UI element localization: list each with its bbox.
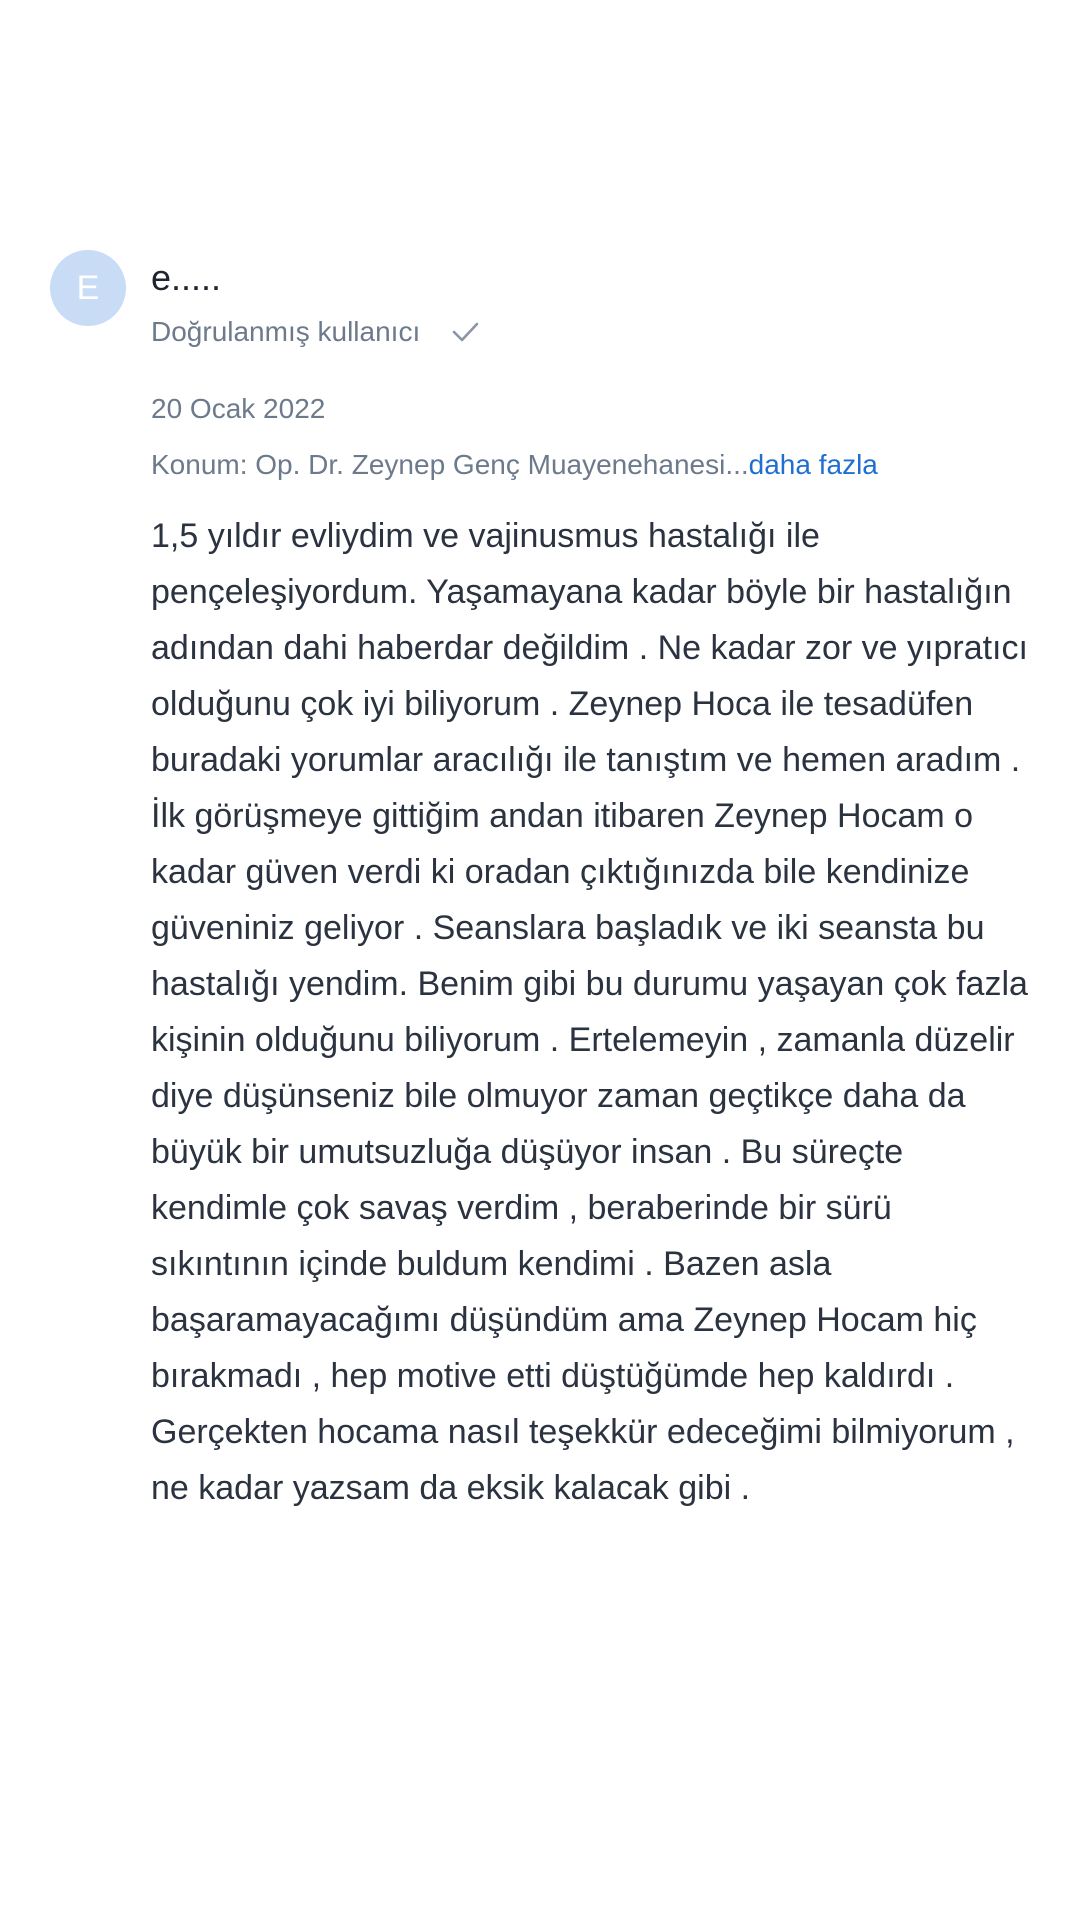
more-link[interactable]: daha fazla bbox=[748, 449, 878, 480]
avatar bbox=[50, 250, 126, 326]
location-text: Konum: Op. Dr. Zeynep Genç Muayenehanesi... bbox=[151, 449, 749, 480]
review-text: 1,5 yıldır evliydim ve vajinusmus hastalığı ile pençeleşiyordum. Yaşamayana kadar böyle bir hastalığın adından dahi haberdar değildim . Ne kadar zor ve yıpratıcı olduğunu çok iyi biliyorum . Zeynep Hoca ile tesadüfen buradaki yorumlar aracılığı ile tanıştım ve hemen aradım . İlk görüşmeye gittiğim andan itibaren Zeynep Hocam o kadar güven verdi ki oradan çıktığınızda bile kendinize güveniniz geliyor . Seanslara başladık ve iki seansta bu hastalığı yendim. Benim gibi bu durumu yaşayan çok fazla kişinin olduğunu biliyorum . Ertelemeyin , zamanla düzelir diye düşünseniz bile olmuyor zaman geçtikçe daha da büyük bir umutsuzluğa düşüyor insan . Bu süreçte kendimle çok savaş verdim , beraberinde bir sürü sıkıntının içinde buldum kendimi . Bazen asla başaramayacağımı düşündüm ama Zeynep Hocam hiç bırakmadı , hep motive etti düştüğümde hep kaldırdı . Gerçekten hocama nasıl teşekkür edeceğimi bilmiyorum , ne kadar yazsam da eksik kalacak gibi . bbox=[151, 517, 1028, 1507]
review-content bbox=[151, 250, 1040, 1516]
review-date: 20 Ocak 2022 bbox=[151, 393, 326, 424]
author-name: e..... bbox=[151, 257, 222, 298]
verified-label: Doğrulanmış kullanıcı bbox=[151, 316, 421, 347]
avatar-letter: E bbox=[76, 269, 100, 307]
check-icon bbox=[450, 317, 480, 347]
verified-row bbox=[151, 314, 1040, 350]
review-location bbox=[151, 448, 1040, 482]
